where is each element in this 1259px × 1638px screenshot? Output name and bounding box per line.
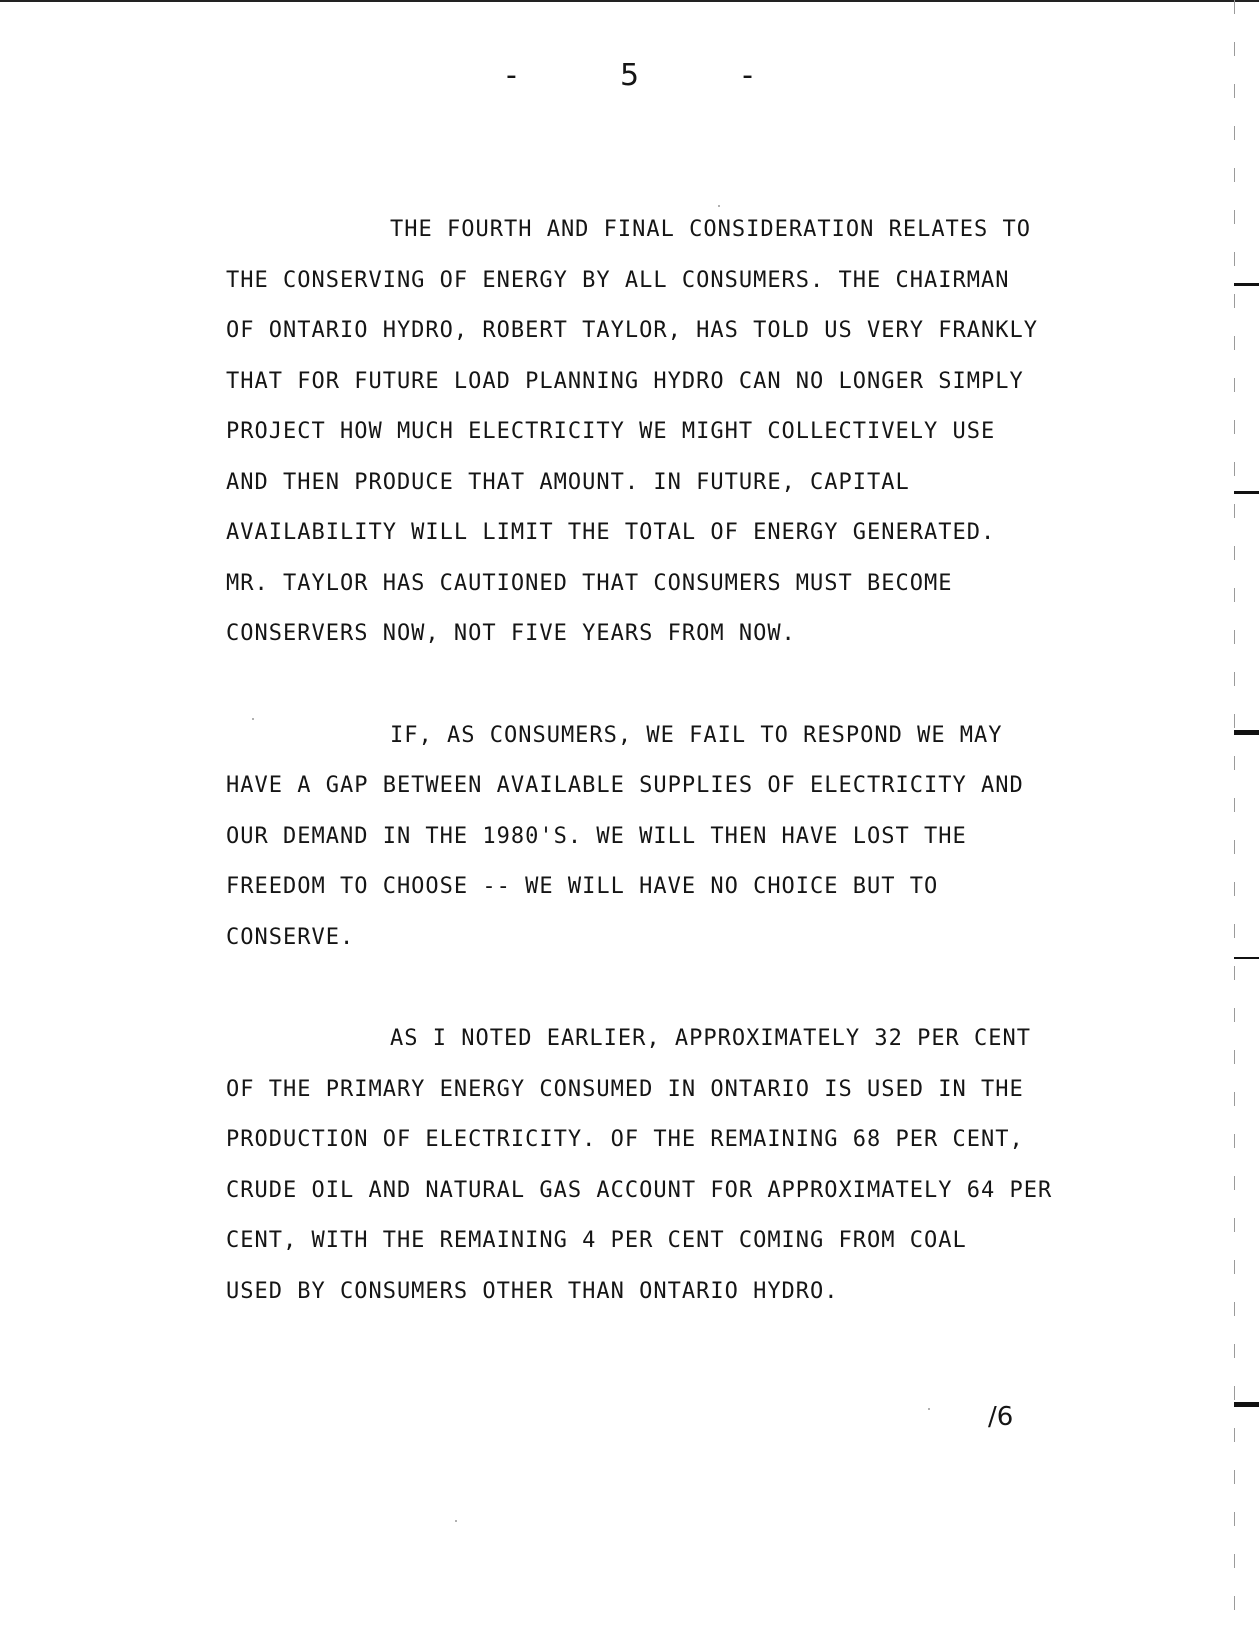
scan-speck bbox=[928, 1408, 930, 1410]
edge-tick-mark bbox=[1234, 491, 1259, 494]
text-line: CENT, WITH THE REMAINING 4 PER CENT COMING FROM COAL bbox=[226, 1228, 967, 1253]
text-line: AND THEN PRODUCE THAT AMOUNT. IN FUTURE, CAPITAL bbox=[226, 469, 910, 495]
body-text bbox=[226, 205, 1106, 1368]
continuation-marker: /6 bbox=[988, 1402, 1014, 1432]
scan-right-edge bbox=[1234, 0, 1235, 1638]
edge-tick-mark bbox=[1234, 1402, 1259, 1407]
text-line: HAVE A GAP BETWEEN AVAILABLE SUPPLIES OF ELECTRICITY AND bbox=[226, 773, 1024, 798]
edge-tick-mark bbox=[1234, 730, 1259, 735]
text-line: AS I NOTED EARLIER, APPROXIMATELY 32 PER CENT bbox=[390, 1026, 1032, 1051]
text-line: OF ONTARIO HYDRO, ROBERT TAYLOR, HAS TOLD US VERY FRANKLY bbox=[226, 318, 1038, 343]
paragraph bbox=[226, 205, 1106, 660]
text-line: CONSERVE. bbox=[226, 924, 355, 950]
edge-tick-mark bbox=[1234, 957, 1259, 959]
text-line: OUR DEMAND IN THE 1980'S. WE WILL THEN HAVE LOST THE bbox=[226, 823, 967, 849]
text-line: CRUDE OIL AND NATURAL GAS ACCOUNT FOR APPROXIMATELY 64 PER bbox=[226, 1177, 1053, 1203]
text-line: FREEDOM TO CHOOSE -- WE WILL HAVE NO CHOICE BUT TO bbox=[226, 874, 939, 899]
page-number: - 5 - bbox=[506, 58, 781, 93]
scan-top-edge bbox=[0, 0, 1259, 2]
text-line: AVAILABILITY WILL LIMIT THE TOTAL OF ENERGY GENERATED. bbox=[226, 520, 996, 545]
text-line: PRODUCTION OF ELECTRICITY. OF THE REMAINING 68 PER CENT, bbox=[226, 1127, 1024, 1152]
text-line: PROJECT HOW MUCH ELECTRICITY WE MIGHT COLLECTIVELY USE bbox=[226, 419, 996, 444]
text-line: THE CONSERVING OF ENERGY BY ALL CONSUMERS. THE CHAIRMAN bbox=[226, 267, 1010, 293]
text-line: CONSERVERS NOW, NOT FIVE YEARS FROM NOW. bbox=[226, 621, 796, 646]
text-line: OF THE PRIMARY ENERGY CONSUMED IN ONTARIO IS USED IN THE bbox=[226, 1076, 1024, 1102]
text-line: MR. TAYLOR HAS CAUTIONED THAT CONSUMERS MUST BECOME bbox=[226, 570, 953, 596]
text-line: IF, AS CONSUMERS, WE FAIL TO RESPOND WE MAY bbox=[390, 722, 1003, 748]
paragraph bbox=[226, 711, 1106, 964]
paragraph bbox=[226, 1014, 1106, 1317]
text-line: THE FOURTH AND FINAL CONSIDERATION RELATES TO bbox=[390, 217, 1032, 242]
scan-speck bbox=[455, 1520, 457, 1522]
text-line: THAT FOR FUTURE LOAD PLANNING HYDRO CAN NO LONGER SIMPLY bbox=[226, 368, 1024, 394]
text-line: USED BY CONSUMERS OTHER THAN ONTARIO HYDRO. bbox=[226, 1278, 839, 1304]
edge-tick-mark bbox=[1234, 283, 1259, 286]
